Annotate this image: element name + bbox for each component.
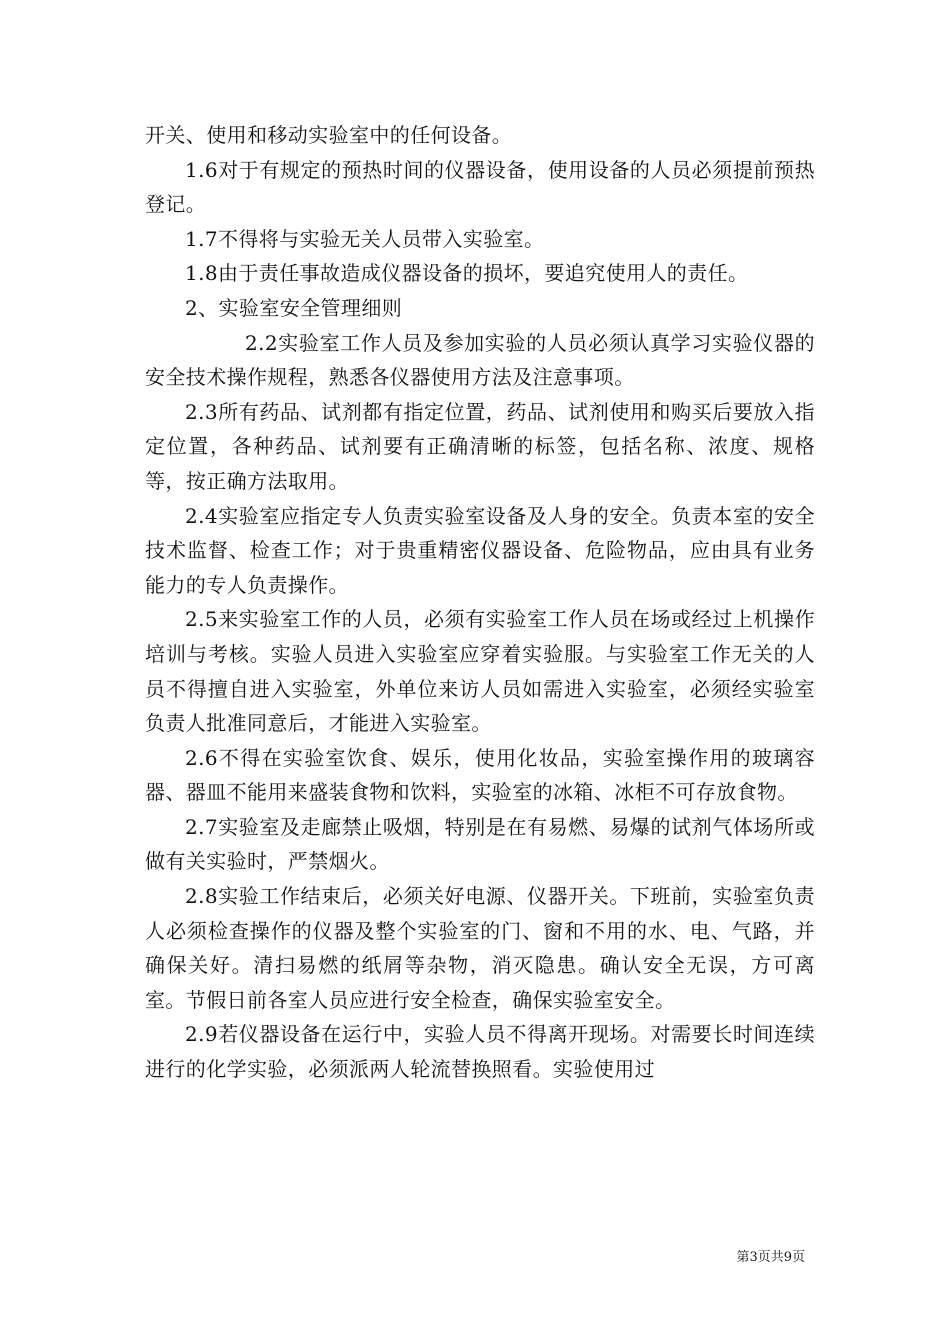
paragraph-continuation: 开关、使用和移动实验室中的任何设备。 bbox=[145, 123, 513, 147]
section-heading-2: 2、实验室安全管理细则 bbox=[185, 295, 403, 320]
page-number-footer: 第3页共9页 bbox=[736, 1250, 805, 1265]
paragraph-2-2: 2.2实验室工作人员及参加实验的人员必须认真学习实验仪器的安全技术操作规程，熟悉各仪器使用方法及注意事项。 bbox=[145, 330, 815, 390]
paragraph-2-6: 2.6不得在实验室饮食、娱乐，使用化妆品，实验室操作用的玻璃容器、器皿不能用来盛装食物和饮料，实验室的冰箱、冰柜不可存放食物。 bbox=[145, 745, 815, 805]
paragraph-1-7: 1.7不得将与实验无关人员带入实验室。 bbox=[185, 226, 545, 251]
document-body bbox=[145, 118, 815, 1087]
paragraph-2-5: 2.5来实验室工作的人员，必须有实验室工作人员在场或经过上机操作培训与考核。实验人员进入实验室应穿着实验服。与实验室工作无关的人员不得擅自进入实验室，外单位来访人员如需进入实验室，必须经实验室负责人批准同意后，才能进入实验室。 bbox=[145, 607, 815, 736]
paragraph-2-7: 2.7实验室及走廊禁止吸烟，特别是在有易燃、易爆的试剂气体场所或做有关实验时，严禁烟火。 bbox=[145, 814, 815, 874]
paragraph-1-6: 1.6对于有规定的预热时间的仪器设备，使用设备的人员必须提前预热登记。 bbox=[145, 157, 815, 217]
paragraph-2-3: 2.3所有药品、试剂都有指定位置，药品、试剂使用和购买后要放入指定位置，各种药品、试剂要有正确清晰的标签，包括名称、浓度、规格等，按正确方法取用。 bbox=[145, 399, 815, 493]
paragraph-1-8: 1.8由于责任事故造成仪器设备的损坏，要追究使用人的责任。 bbox=[185, 261, 749, 286]
paragraph-2-9: 2.9若仪器设备在运行中，实验人员不得离开现场。对需要长时间连续进行的化学实验，必须派两人轮流替换照看。实验使用过 bbox=[145, 1022, 815, 1082]
paragraph-2-4: 2.4实验室应指定专人负责实验室设备及人身的安全。负责本室的安全技术监督、检查工作；对于贵重精密仪器设备、危险物品，应由具有业务能力的专人负责操作。 bbox=[145, 503, 815, 597]
paragraph-2-8: 2.8实验工作结束后，必须关好电源、仪器开关。下班前，实验室负责人必须检查操作的仪器及整个实验室的门、窗和不用的水、电、气路，并确保关好。清扫易燃的纸屑等杂物，消灭隐患。确认安全无误，方可离室。节假日前各室人员应进行安全检查，确保实验室安全。 bbox=[145, 884, 815, 1012]
